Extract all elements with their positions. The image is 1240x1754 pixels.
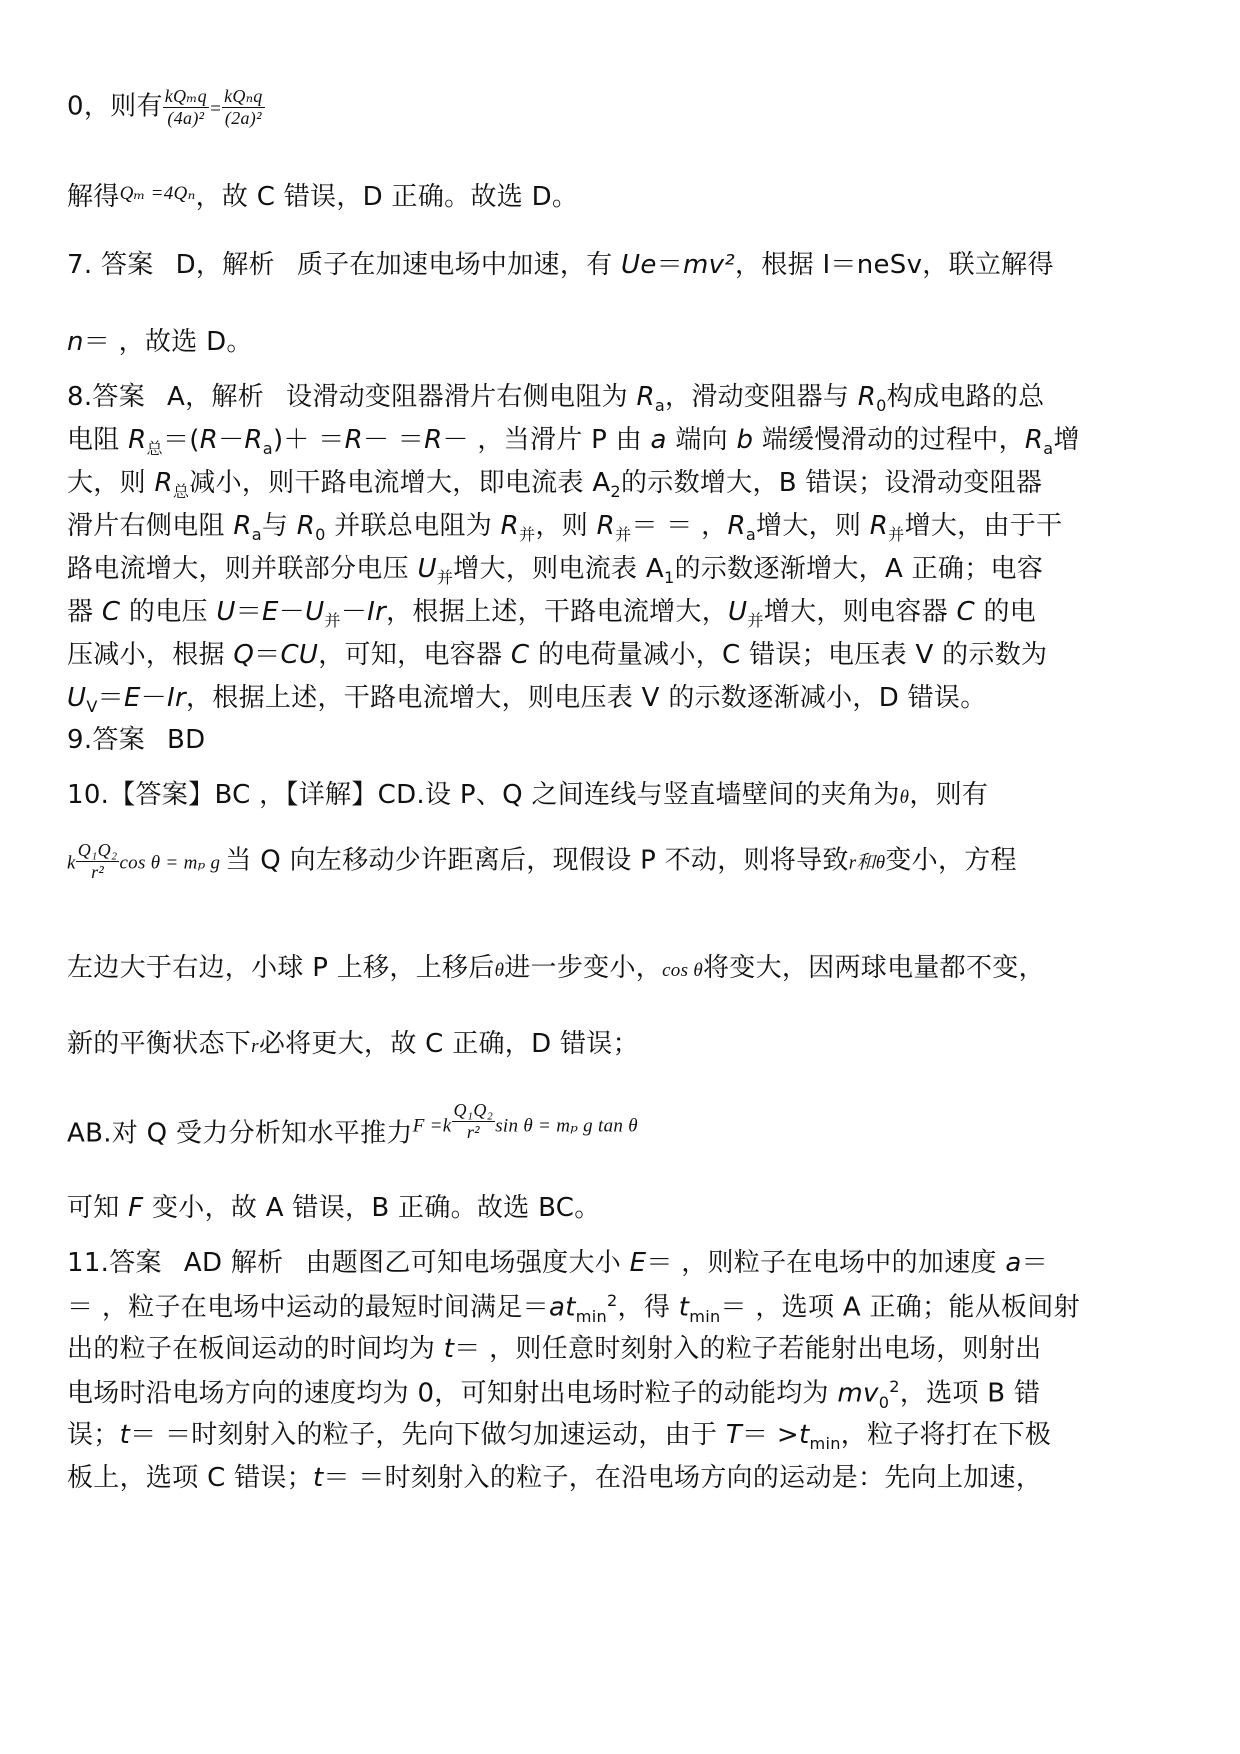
fraction-coulomb: $\frac{\text{Q₁Q₂}}{\text{r²}}$ [77,840,118,882]
text-line-17: 新的平衡状态下r必将更大，故 C 正确，D 错误； [67,1029,639,1059]
text-line-4: n＝ ，故选 D。 [67,327,253,357]
text-line-10: 器 C 的电压 $U=E-U_并-Ir$，根据上述，干路电流增大，$U_并$增大，则电容器 C 的电 [67,597,1037,631]
text-line-12: $U_V=E-Ir$，根据上述，干路电流增大，则电压表 V 的示数逐渐减小，D 错误。 [67,683,987,717]
text-line-8: 滑片右侧电阻 $R_a$与 $R_0$ 并联总电阻为 $R_并$，则 $R_并=$ ＝ ，$R_a$增大，则 $R_并$增大，由于干 [67,511,1063,545]
equation-line-1: 0，则有 $\frac{\text{kQₘq}}{\text{(4a)²}}$ = $\frac{\text{kQₙq}}{\text{(2a)²}}$ [67,86,263,128]
equation-line-15: k $\frac{\text{Q₁Q₂}}{\text{r²}}$ cos θ = mₚ g 当 Q 向左移动少许距离后，现假设 P 不动，则将导致r和θ变小，方程 [67,840,1017,882]
fraction-qn: $\frac{\text{kQₙq}}{\text{(2a)²}}$ [224,86,263,128]
text-line-23: 电场时沿电场方向的速度均为 0，可知射出电场时粒子的动能均为 $mv_0^2$，选项 B 错 [67,1377,1041,1412]
text-line-6: 电阻 $R_总=(R-R_a)+ =R- =R-$ ，当滑片 P 由 a 端向 b 端缓慢滑动的过程中，$R_a$增 [67,425,1080,459]
text-line-24: 误；t＝ ＝时刻射入的粒子，先向下做匀加速运动，由于 $T= >t_{min}$，粒子将打在下极 [67,1420,1052,1454]
text-line-25: 板上，选项 C 错误；t＝ ＝时刻射入的粒子，在沿电场方向的运动是：先向上加速， [67,1463,1043,1493]
fraction-force: $\frac{\text{Q₁Q₂}}{\text{r²}}$ [453,1100,494,1142]
text-line-21: ＝ ，粒子在电场中运动的最短时间满足$=at_{min}^2$，得 $t_{min}=$ ，选项 A 正确；能从板间射 [67,1291,1080,1326]
text-line-3: 7. 答案 D，解析 质子在加速电场中加速，有 Ue＝mv²，根据 I＝neSv，联立解得 [67,250,1054,280]
text-line-16: 左边大于右边，小球 P 上移，上移后θ进一步变小，cos θ将变大，因两球电量都不变， [67,953,1045,983]
text-line-22: 出的粒子在板间运动的时间均为 t＝ ，则任意时刻射入的粒子若能射出电场，则射出 [67,1334,1042,1364]
text-line-20: 11.答案 AD 解析 由题图乙可知电场强度大小 E＝ ，则粒子在电场中的加速度 a＝ [67,1248,1048,1278]
fraction-qm: $\frac{\text{kQₘq}}{\text{(4a)²}}$ [164,86,207,128]
text-line-11: 压减小，根据 Q＝CU，可知，电容器 C 的电荷量减小，C 错误；电压表 V 的示数为 [67,640,1048,670]
text-line-5: 8.答案 A，解析 设滑动变阻器滑片右侧电阻为 $R_a$，滑动变阻器与 $R_0$构成电路的总 [67,382,1045,416]
text-line-19: 可知 F 变小，故 A 错误，B 正确。故选 BC。 [67,1193,601,1223]
text-line-14: 10.【答案】BC ，【详解】CD.设 P、Q 之间连线与竖直墙壁间的夹角为θ，则有 [67,780,989,810]
text-line-9: 路电流增大，则并联部分电压 $U_并$增大，则电流表 $A_1$的示数逐渐增大，A 正确；电容 [67,554,1044,588]
equation-line-18: AB.对 Q 受力分析知水平推力$^{F =k}$ $\frac{\text{Q₁Q₂}}{\text{r²}}$ $^{sin \theta = m_p g tan \theta}$ [67,1100,638,1149]
text-line-7: 大，则 $R_总$减小，则干路电流增大，即电流表 $A_2$的示数增大，B 错误；设滑动变阻器 [67,468,1043,502]
text-line-2: 解得$^{Q_m =4Q_n}$，故 C 错误，D 正确。故选 D。 [67,182,579,212]
text-line-13: 9.答案 BD [67,725,206,755]
